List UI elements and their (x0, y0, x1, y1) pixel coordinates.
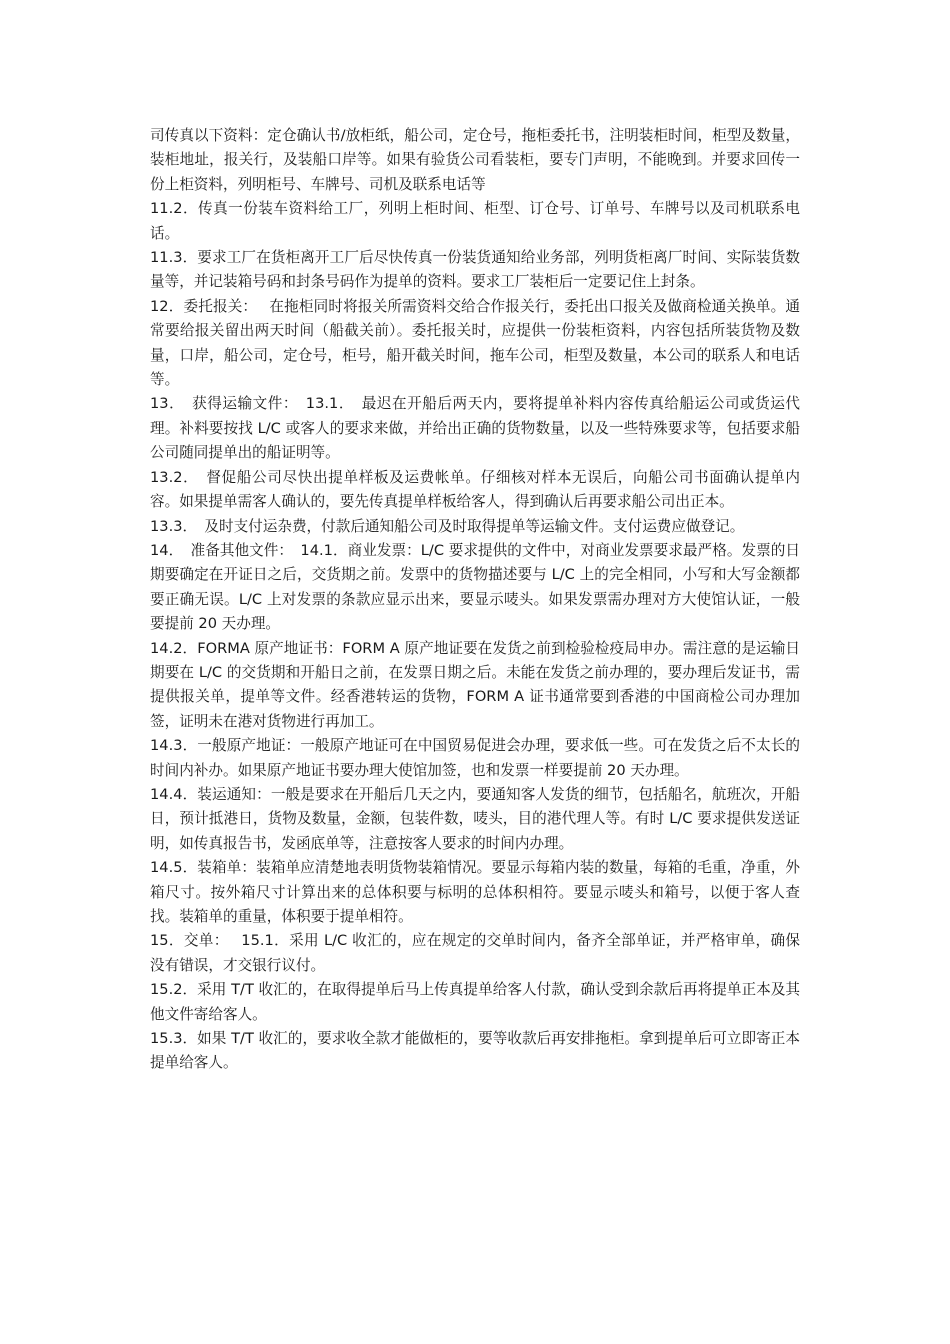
paragraph-14-1: 14． 准备其他文件： 14.1．商业发票：L/C 要求提供的文件中，对商业发票要求最严格。发票的日期要确定在开证日之后，交货期之前。发票中的货物描述要与 L/C 上的完全相同，小写和大写金额都要正确无误。L/C 上对发票的条款应显示出来，要显示唛头。如果发票需办理对方大使馆认证，一般要提前 20 天办理。 (150, 541, 800, 633)
paragraph-13-1: 13． 获得运输文件： 13.1． 最迟在开船后两天内，要将提单补料内容传真给船运公司或货运代理。补料要按找 L/C 或客人的要求来做，并给出正确的货物数量，以及一些特殊要求等，包括要求船公司随同提单出的船证明等。 (150, 395, 800, 462)
paragraph-13-3: 13.3． 及时支付运杂费，付款后通知船公司及时取得提单等运输文件。支付运费应做登记。 (150, 517, 745, 535)
paragraph-14-3: 14.3．一般原产地证：一般原产地证可在中国贸易促进会办理，要求低一些。可在发货之后不太长的时间内补办。如果原产地证书要办理大使馆加签，也和发票一样要提前 20 天办理。 (150, 737, 800, 779)
paragraph-14-2: 14.2．FORMA 原产地证书：FORM A 原产地证要在发货之前到检验检疫局申办。需注意的是运输日期要在 L/C 的交货期和开船日之前，在发票日期之后。未能在发货之前办理的，要办理后发证书，需提供报关单，提单等文件。经香港转运的货物，FORM A 证书通常要到香港的中国商检公司办理加签，证明未在港对货物进行再加工。 (150, 639, 800, 730)
document-body (150, 124, 800, 1076)
paragraph-14-4: 14.4．装运通知：一般是要求在开船后几天之内，要通知客人发货的细节，包括船名，航班次，开船日，预计抵港日，货物及数量，金额，包装件数，唛头，目的港代理人等。有时 L/C 要求提供发送证明，如传真报告书，发函底单等，注意按客人要求的时间内办理。 (150, 785, 800, 852)
paragraph-15-3: 15.3．如果 T/T 收汇的，要求收全款才能做柜的，要等收款后再安排拖柜。拿到提单后可立即寄正本提单给客人。 (150, 1030, 800, 1072)
paragraph-11-3: 11.3．要求工厂在货柜离开工厂后尽快传真一份装货通知给业务部，列明货柜离厂时间、实际装货数量等，并记装箱号码和封条号码作为提单的资料。要求工厂装柜后一定要记住上封条。 (150, 249, 800, 291)
paragraph-12-customs: 12．委托报关： 在拖柜同时将报关所需资料交给合作报关行，委托出口报关及做商检通关换单。通常要给报关留出两天时间（船截关前）。委托报关时，应提供一份装柜资料，内容包括所装货物及数量，口岸，船公司，定仓号，柜号，船开截关时间，拖车公司，柜型及数量，本公司的联系人和电话等。 (150, 297, 800, 389)
paragraph-14-5: 14.5．装箱单：装箱单应清楚地表明货物装箱情况。要显示每箱内装的数量，每箱的毛重，净重，外箱尺寸。按外箱尺寸计算出来的总体积要与标明的总体积相符。要显示唛头和箱号，以便于客人查找。装箱单的重量，体积要于提单相符。 (150, 859, 800, 925)
paragraph-15-2: 15.2．采用 T/T 收汇的，在取得提单后马上传真提单给客人付款，确认受到余款后再将提单正本及其他文件寄给客人。 (150, 981, 800, 1023)
paragraph-15-1: 15．交单： 15.1．采用 L/C 收汇的，应在规定的交单时间内，备齐全部单证，并严格审单，确保没有错误，才交银行议付。 (150, 932, 800, 974)
paragraph-13-2: 13.2． 督促船公司尽快出提单样板及运费帐单。仔细核对样本无误后，向船公司书面确认提单内容。如果提单需客人确认的，要先传真提单样板给客人，得到确认后再要求船公司出正本。 (150, 468, 800, 511)
paragraph-11-2: 11.2．传真一份装车资料给工厂，列明上柜时间、柜型、订仓号、订单号、车牌号以及司机联系电话。 (150, 200, 800, 242)
paragraph-booking-fax: 司传真以下资料：定仓确认书/放柜纸，船公司，定仓号，拖柜委托书，注明装柜时间，柜型及数量，装柜地址，报关行，及装船口岸等。如果有验货公司看装柜，要专门声明，不能晚到。并要求回传一份上柜资料，列明柜号、车牌号、司机及联系电话等 (150, 127, 800, 193)
